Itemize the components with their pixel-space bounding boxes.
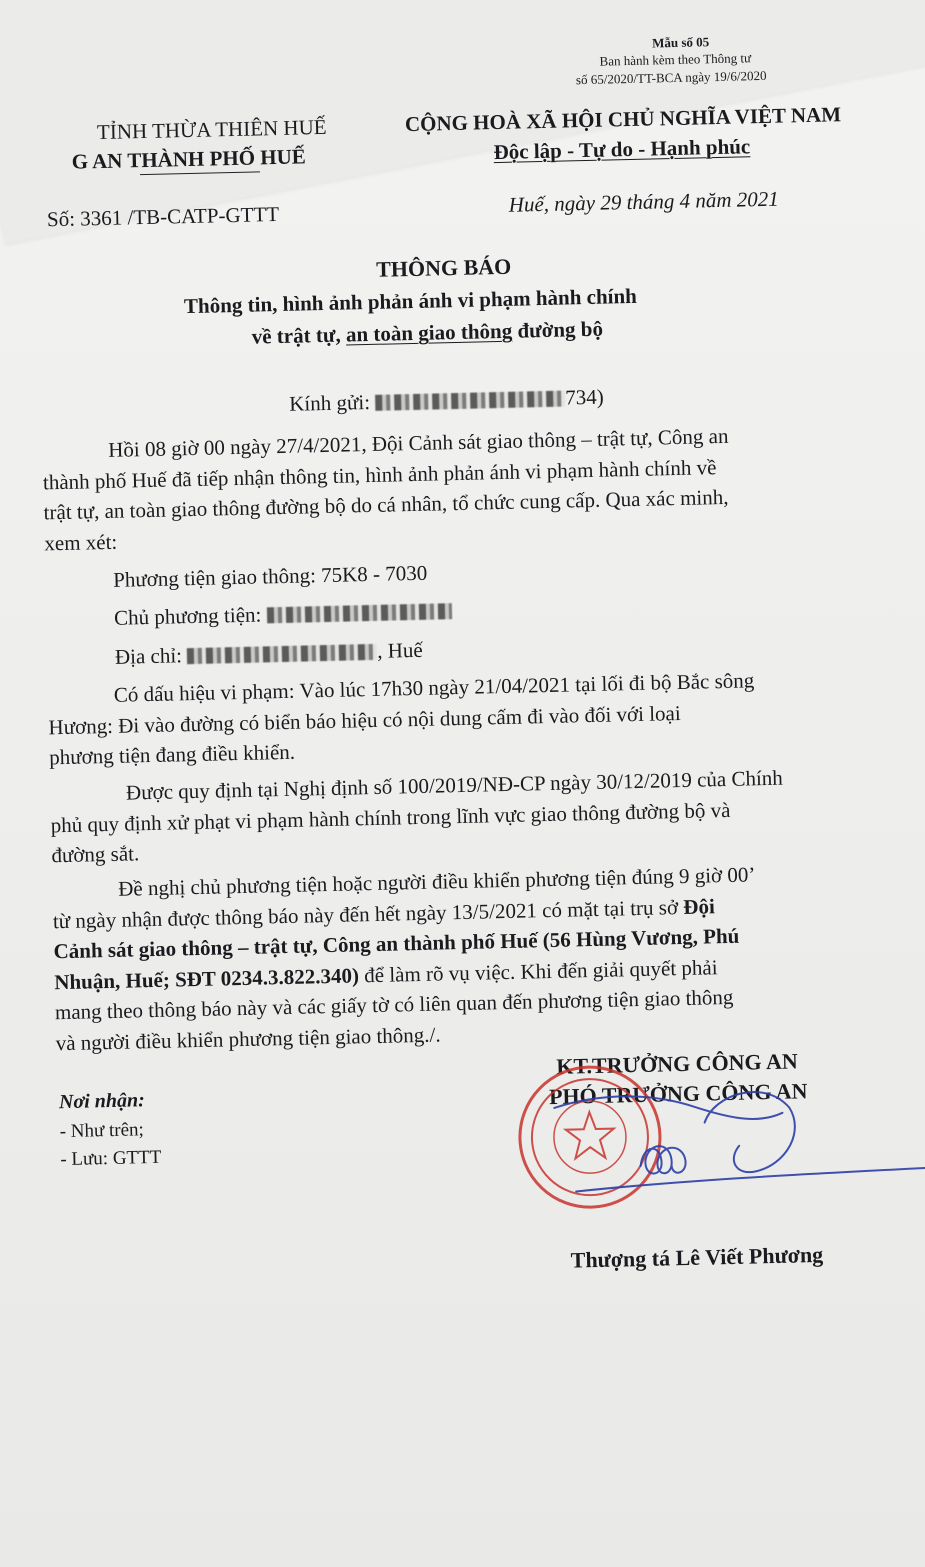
p3-line3: đường sắt. bbox=[51, 841, 140, 868]
p2-line2: Hương: Đi vào đường có biển báo hiệu có nội dung cấm đi vào đối với loại bbox=[48, 700, 681, 739]
p4-line2-b: Đội bbox=[682, 893, 716, 919]
vehicle-line: Phương tiện giao thông: 75K8 - 7030 bbox=[112, 560, 428, 592]
body-paragraph-1 bbox=[42, 417, 883, 558]
body-paragraph-4 bbox=[52, 856, 916, 1058]
national-motto: Độc lập - Tự do - Hạnh phúc bbox=[493, 134, 751, 165]
subtitle-part-b: an toàn giao thông bbox=[345, 318, 513, 347]
owner-line bbox=[114, 598, 452, 631]
p1-line4: xem xét: bbox=[44, 529, 118, 555]
p3-line1: Được quy định tại Nghị định số 100/2019/NĐ-CP ngày 30/12/2019 của Chính bbox=[125, 765, 784, 805]
p4-line1: Đề nghị chủ phương tiện hoặc người điều khiển phương tiện đúng 9 giờ 00’ bbox=[117, 862, 756, 901]
greeting-suffix: 734) bbox=[564, 384, 604, 410]
p2-line3: phương tiện đang điều khiển. bbox=[48, 739, 296, 770]
body-paragraph-3 bbox=[50, 760, 890, 870]
document-subtitle-line2 bbox=[251, 317, 603, 350]
signer-name: Thượng tá Lê Viết Phương bbox=[570, 1241, 824, 1273]
address-suffix: , Huế bbox=[376, 637, 423, 663]
subtitle-part-a: về trật tự, bbox=[251, 322, 347, 349]
p1-line1: Hồi 08 giờ 00 ngày 27/4/2021, Đội Cảnh sát giao thông – trật tự, Công an bbox=[107, 423, 729, 462]
redacted-owner bbox=[266, 603, 451, 623]
p1-line3: trật tự, an toàn giao thông đường bộ do cá nhân, tổ chức cung cấp. Qua xác minh, bbox=[43, 484, 729, 525]
document-number: Số: 3361 /TB-CATP-GTTT bbox=[46, 201, 280, 232]
recipient-item-2: - Lưu: GTTT bbox=[60, 1146, 162, 1171]
form-note-line1: Ban hành kèm theo Thông tư bbox=[599, 50, 752, 69]
greeting-line bbox=[289, 385, 604, 417]
national-title: CỘNG HOÀ XÃ HỘI CHỦ NGHĨA VIỆT NAM bbox=[404, 102, 842, 137]
redacted-address bbox=[187, 644, 377, 664]
recipients-label: Nơi nhận: bbox=[58, 1089, 146, 1114]
signature-title-line2: PHÓ TRƯỞNG CÔNG AN bbox=[548, 1078, 808, 1110]
recipient-item-1: - Như trên; bbox=[59, 1119, 145, 1143]
form-note-line2: số 65/2020/TT-BCA ngày 19/6/2020 bbox=[575, 67, 767, 88]
p4-line3: Cảnh sát giao thông – trật tự, Công an thành phố Huế (56 Hùng Vương, Phú bbox=[53, 923, 740, 964]
address-label: Địa chỉ: bbox=[114, 643, 183, 669]
p4-line2-a: từ ngày nhận được thông báo này đến hết ngày 13/5/2021 có mặt tại trụ sở bbox=[52, 894, 684, 933]
handwritten-signature-icon bbox=[544, 1079, 925, 1208]
agency-line1: TỈNH THỪA THIÊN HUẾ bbox=[96, 114, 327, 145]
body-paragraph-2 bbox=[47, 662, 887, 772]
p4-line4-a: Nhuận, Huế; SĐT 0234.3.822.340) bbox=[54, 962, 360, 994]
p3-line2: phủ quy định xử phạt vi phạm hành chính trong lĩnh vực giao thông đường bộ và bbox=[50, 797, 731, 837]
p4-line6: và người điều khiển phương tiện giao thông./. bbox=[55, 1022, 441, 1055]
p2-line1: Có dấu hiệu vi phạm: Vào lúc 17h30 ngày 21/04/2021 tại lối đi bộ Bắc sông bbox=[113, 668, 755, 707]
place-date: Huế, ngày 29 tháng 4 năm 2021 bbox=[508, 186, 780, 217]
greeting-label: Kính gửi: bbox=[288, 389, 371, 416]
agency-line2: G AN THÀNH PHỐ HUẾ bbox=[71, 144, 307, 174]
document-subtitle-line1: Thông tin, hình ảnh phản ánh vi phạm hành chính bbox=[183, 283, 638, 319]
p4-line4-b: để làm rõ vụ việc. Khi đến giải quyết phải bbox=[358, 954, 718, 987]
p1-line2: thành phố Huế đã tiếp nhận thông tin, hình ảnh phản ánh vi phạm hành chính về bbox=[42, 454, 717, 494]
signature-title-line1: KT.TRƯỞNG CÔNG AN bbox=[556, 1048, 798, 1079]
redacted-recipient bbox=[375, 391, 565, 411]
address-line bbox=[115, 638, 423, 670]
subtitle-part-c: đường bộ bbox=[511, 316, 604, 343]
owner-label: Chủ phương tiện: bbox=[113, 602, 262, 630]
form-number: Mẫu số 05 bbox=[651, 34, 710, 51]
p4-line5: mang theo thông báo này và các giấy tờ có liên quan đến phương tiện giao thông bbox=[54, 984, 734, 1025]
document-title: THÔNG BÁO bbox=[375, 253, 512, 282]
